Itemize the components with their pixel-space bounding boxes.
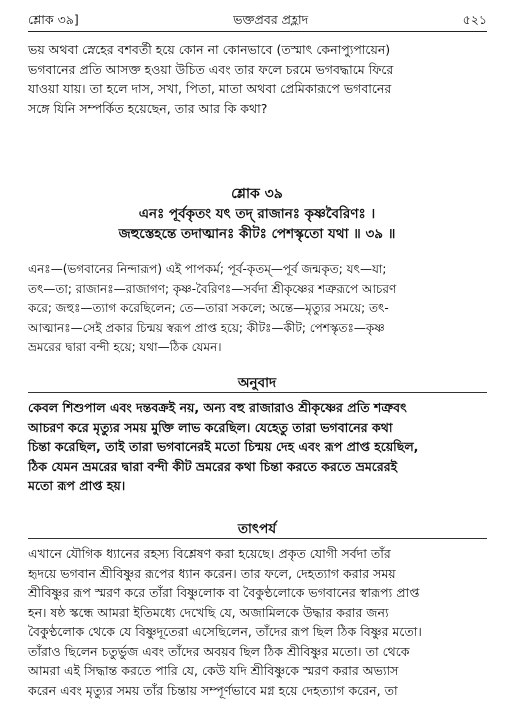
page-number: ৫২১ xyxy=(462,12,487,27)
intro-line: ভয় অথবা স্নেহের বশবর্তী হয়ে কোন না কোনভাবে (তস্মাৎ কেনাপ্যুপায়েন) xyxy=(28,42,391,57)
intro-line: ভগবানের প্রতি আসক্ত হওয়া উচিত এবং তার ফলে চরমে ভগবদ্ধামে ফিরে xyxy=(28,61,394,77)
synonym-line: ভ্রমরের দ্বারা বন্দী হয়ে; যথা—ঠিক যেমন। xyxy=(28,340,222,354)
translation-line: চিন্তা করেছিল, তাই তারা ভগবানেরই মতো চিন্ময় দেহ এবং রূপ প্রাপ্ত হয়েছিল, xyxy=(28,439,419,454)
verse-line: জহুস্তেহন্তে তদাত্মানঃ কীটঃ পেশস্কৃতো যথা ॥ ৩৯ ॥ xyxy=(118,226,396,242)
synonym-line: করে; জহুঃ—ত্যাগ করেছিলেন; তে—তারা সকলে; অন্তে—মৃত্যুর সময়ে; তৎ- xyxy=(28,301,389,315)
verse-heading: শ্লোক ৩৯ xyxy=(231,186,283,202)
verse-line: এনঃ পূর্বকৃতং যৎ তদ্ রাজানঃ কৃষ্ণবৈরিণঃ । xyxy=(138,206,376,222)
purport-line: হন। ষষ্ঠ স্কন্ধে আমরা ইতিমধ্যে দেখেছি যে, অজামিলকে উদ্ধার করার জন্য xyxy=(28,604,389,620)
header-rule xyxy=(28,31,487,32)
synonym-line: তৎ—তা; রাজানঃ—রাজাগণ; কৃষ্ণ-বৈরিণঃ—সর্বদা শ্রীকৃষ্ণের শত্রুরূপে আচরণ xyxy=(28,281,397,296)
header-chapter-title: ভক্তপ্রবর প্রহ্লাদ xyxy=(233,12,309,27)
intro-line: যাওয়া যায়। তা হলে দাস, সখা, পিতা, মাতা অথবা প্রেমিকারূপে ভগবানের xyxy=(28,81,392,96)
word-for-word-synonyms xyxy=(28,260,486,358)
translation-paragraph xyxy=(28,398,486,496)
translation-line: ঠিক যেমন ভ্রমরের দ্বারা বন্দী কীট ভ্রমরের কথা চিন্তা করতে করতে ভ্রমরেরই xyxy=(28,458,398,474)
translation-rule xyxy=(28,392,487,393)
translation-line: মতো রূপ প্রাপ্ত হয়। xyxy=(28,478,126,493)
purport-line: হৃদয়ে ভগবান শ্রীবিষ্ণুর রূপের ধ্যান করেন। তার ফলে, দেহত্যাগ করার সময় xyxy=(28,565,396,581)
purport-line: শ্রীবিষ্ণুর রূপ স্মরণ করে তাঁরা বিষ্ণুলোক বা বৈকুণ্ঠলোকে ভগবানের স্বারূপ্য প্রাপ্ত xyxy=(28,585,420,600)
purport-line: তাঁরাও ছিলেন চতুর্ভুজ এবং তাঁদের অবয়ব ছিল ঠিক শ্রীবিষ্ণুর মতো। তা থেকে xyxy=(28,643,410,659)
synonym-line: আত্মানঃ—সেই প্রকার চিন্ময় স্বরূপ প্রাপ্ত হয়ে; কীটঃ—কীট; পেশস্কৃতঃ—কৃষ্ণ xyxy=(28,320,385,335)
purport-paragraph xyxy=(28,544,486,700)
translation-title: অনুবাদ xyxy=(237,375,277,391)
purport-line: করেন এবং মৃত্যুর সময় তাঁর চিন্তায় সম্পূর্ণভাবে মগ্ন হয়ে দেহত্যাগ করেন, তা xyxy=(28,682,398,698)
purport-line: আমরা এই সিদ্ধান্ত করতে পারি যে, কেউ যদি শ্রীবিষ্ণুকে স্মরণ করার অভ্যাস xyxy=(28,663,399,678)
header-verse-ref: শ্লোক ৩৯] xyxy=(28,12,79,27)
purport-title: তাৎপর্য xyxy=(237,521,277,537)
purport-rule xyxy=(28,538,487,539)
intro-paragraph xyxy=(28,40,486,118)
sanskrit-verse xyxy=(28,204,486,244)
translation-line: কেবল শিশুপাল এবং দন্তবক্রই নয়, অন্য বহু রাজারাও শ্রীকৃষ্ণের প্রতি শত্রুবৎ xyxy=(28,400,407,415)
purport-line: এখানে যৌগিক ধ্যানের রহস্য বিশ্লেষণ করা হয়েছে। প্রকৃত যোগী সর্বদা তাঁর xyxy=(28,546,391,561)
purport-line: বৈকুণ্ঠলোক থেকে যে বিষ্ণুদূতেরা এসেছিলেন, তাঁদের রূপ ছিল ঠিক বিষ্ণুর মতো। xyxy=(28,624,422,639)
synonym-line: এনঃ—(ভগবানের নিন্দারূপ) এই পাপকর্ম; পূর্ব-কৃতম্—পূর্ব জন্মকৃত; যৎ—যা; xyxy=(28,262,387,276)
intro-line: সঙ্গে যিনি সম্পর্কিত হয়েছেন, তার আর কি কথা? xyxy=(28,100,268,116)
running-header xyxy=(28,12,487,30)
translation-line: আচরণ করে মৃত্যুর সময় মুক্তি লাভ করেছিল। যেহেতু তারা ভগবানের কথা xyxy=(28,419,393,435)
